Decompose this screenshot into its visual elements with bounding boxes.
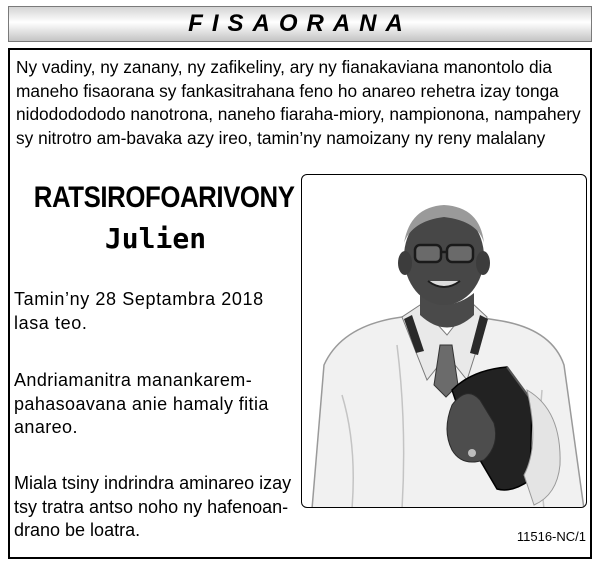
deceased-first-name: Julien <box>104 222 207 255</box>
portrait-illustration <box>302 175 587 508</box>
portrait-photo <box>301 174 587 508</box>
title-banner <box>8 6 592 42</box>
deceased-last-name: RATSIROFOARIVONY <box>33 181 295 214</box>
prayer-paragraph: Andriamanitra manankarem- pahasoavana anie hamaly fitia anareo. <box>14 370 269 437</box>
reference-code: 11516-NC/1 <box>516 529 586 544</box>
apology-paragraph: Miala tsiny indrindra aminareo izay tsy tratra antso noho ny hafenoan- drano be loatra. <box>14 473 292 540</box>
intro-text: Ny vadiny, ny zanany, ny zafikeliny, ary ny fianakaviana manontolo dia maneho fisaorana sy fankasitrahana feno ho anareo rehetra izay tonga nidododododo nanotrona, naneho fiaraha-miory, nampionona, nampahery sy nitrotro am-bavaka azy ireo, tamin’ny namoizany ny reny malalany <box>16 57 581 148</box>
date-paragraph: Tamin’ny 28 Septambra 2018 lasa teo. <box>14 289 264 333</box>
page-title: FISAORANA <box>188 10 412 37</box>
